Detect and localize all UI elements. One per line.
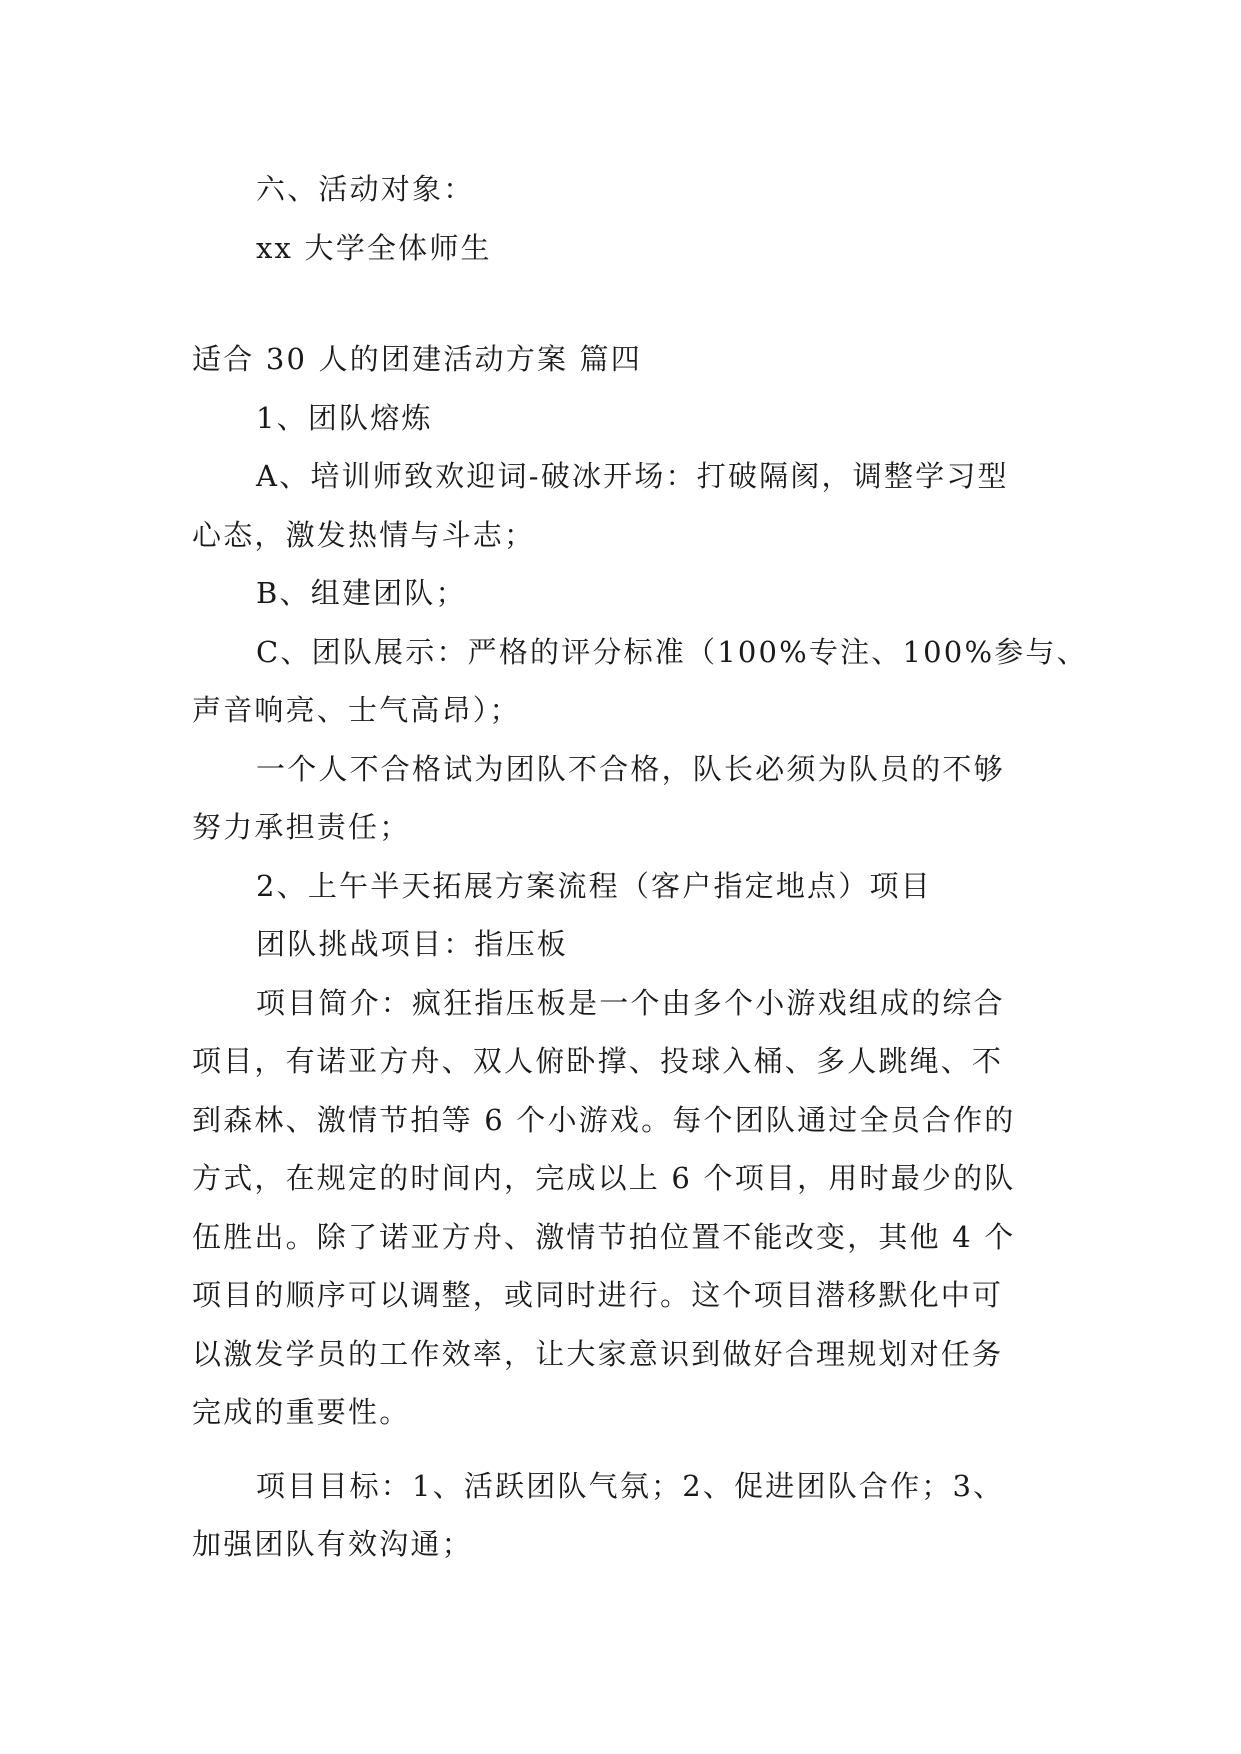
item-c-line1: C、团队展示：严格的评分标准（100%专注、100%参与、: [256, 634, 1088, 669]
intro-line: 方式，在规定的时间内，完成以上 6 个项目，用时最少的队: [192, 1161, 1016, 1195]
intro-line: 到森林、激情节拍等 6 个小游戏。每个团队通过全员合作的: [192, 1102, 1016, 1137]
section-six-body: xx 大学全体师生: [256, 230, 492, 265]
part2-heading: 2、上午半天拓展方案流程（客户指定地点）项目: [256, 868, 932, 903]
goal-line1: 项目目标：1、活跃团队气氛；2、促进团队合作；3、: [256, 1468, 1005, 1503]
part1-heading: 1、团队熔炼: [256, 400, 433, 435]
intro-line: 项目，有诺亚方舟、双人俯卧撑、投球入桶、多人跳绳、不: [192, 1044, 1004, 1078]
intro-line: 完成的重要性。: [192, 1395, 411, 1429]
item-c-line2: 声音响亮、士气高昂）；: [192, 693, 521, 727]
document-body: [192, 160, 1088, 1574]
item-a-line2: 心态，激发热情与斗志；: [192, 517, 536, 552]
rule-line2: 努力承担责任；: [192, 810, 411, 844]
intro-line: 项目的顺序可以调整，或同时进行。这个项目潜移默化中可: [192, 1278, 1004, 1312]
section-six-heading: 六、活动对象：: [256, 172, 475, 206]
intro-line: 以激发学员的工作效率，让大家意识到做好合理规划对任务: [192, 1336, 1004, 1371]
goal-line2: 加强团队有效沟通；: [192, 1527, 473, 1561]
intro-line: 项目简介：疯狂指压板是一个由多个小游戏组成的综合: [256, 985, 1005, 1020]
intro-line: 伍胜出。除了诺亚方舟、激情节拍位置不能改变，其他 4 个: [192, 1219, 1016, 1254]
challenge-line: 团队挑战项目：指压板: [256, 927, 569, 961]
rule-line1: 一个人不合格试为团队不合格，队长必须为队员的不够: [256, 751, 1005, 786]
item-a-line1: A、培训师致欢迎词-破冰开场：打破隔阂，调整学习型: [256, 459, 1009, 493]
article-title: 适合 30 人的团建活动方案 篇四: [192, 342, 642, 376]
item-b: B、组建团队；: [256, 576, 467, 610]
